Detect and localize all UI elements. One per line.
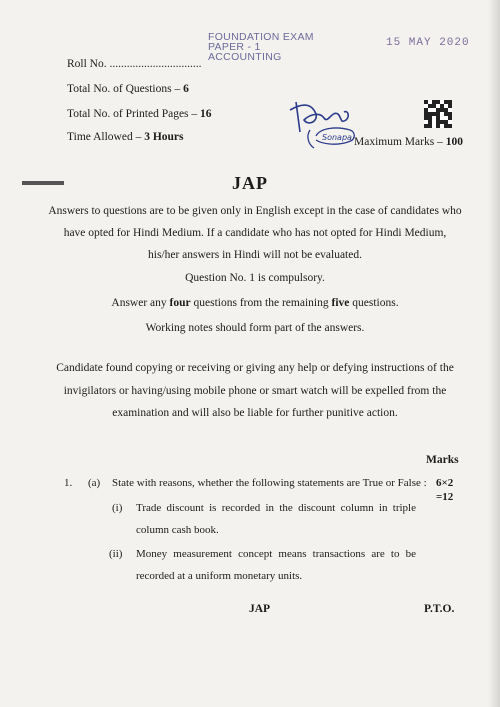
warning-line-2: invigilators or having/using mobile phone or smart watch will be expelled from the	[63, 385, 447, 397]
question-part: (a)	[88, 477, 101, 489]
stamp-line-3: ACCOUNTING	[208, 51, 282, 63]
roll-number-line: Roll No. ................................	[67, 58, 202, 70]
svg-text:Sonapa: Sonapa	[322, 133, 352, 142]
footer-paper-code: JAP	[249, 603, 271, 615]
total-printed-pages: Total No. of Printed Pages – 16	[67, 108, 212, 120]
stamp-line-1: FOUNDATION EXAM	[208, 31, 314, 43]
footer-pto: P.T.O.	[424, 603, 455, 615]
stamp-line-2: PAPER - 1	[208, 41, 261, 53]
warning-line-1: Candidate found copying or receiving or giving any help or defying instructions of the	[56, 362, 454, 374]
item-1-line-1: Trade discount is recorded in the discount column in triple	[136, 502, 416, 514]
item-1-line-2: column cash book.	[136, 524, 219, 536]
question-text: State with reasons, whether the following statements are True or False :	[112, 477, 427, 489]
item-2-line-1: Money measurement concept means transactions are to be	[136, 548, 416, 560]
working-notes-instruction: Working notes should form part of the answers.	[145, 322, 365, 334]
qr-code-icon	[424, 100, 452, 128]
question-marks-1: 6×2	[436, 477, 454, 489]
item-1-number: (i)	[112, 502, 123, 514]
instruction-line-1: Answers to questions are to be given only in English except in the case of candidates who	[48, 205, 462, 217]
time-allowed: Time Allowed – 3 Hours	[67, 131, 184, 143]
warning-line-3: examination and will also be liable for further punitive action.	[112, 407, 398, 419]
question-marks-2: =12	[436, 491, 454, 503]
date-stamp: 15 MAY 2020	[386, 37, 470, 49]
exam-stamp	[208, 32, 314, 62]
instruction-line-2: have opted for Hindi Medium. If a candidate who has not opted for Hindi Medium,	[63, 227, 447, 239]
question-number: 1.	[64, 477, 73, 489]
total-questions: Total No. of Questions – 6	[67, 83, 189, 95]
instruction-line-3: his/her answers in Hindi will not be evaluated.	[148, 249, 362, 261]
item-2-line-2: recorded at a uniform monetary units.	[136, 570, 303, 582]
maximum-marks: Maximum Marks – 100	[354, 136, 463, 148]
page-edge-shadow	[488, 0, 500, 707]
answer-any-instruction: Answer any four questions from the remaining five questions.	[111, 297, 399, 309]
compulsory-instruction: Question No. 1 is compulsory.	[185, 272, 325, 284]
paper-code: JAP	[232, 173, 268, 193]
item-2-number: (ii)	[109, 548, 123, 560]
marks-heading: Marks	[426, 454, 459, 466]
